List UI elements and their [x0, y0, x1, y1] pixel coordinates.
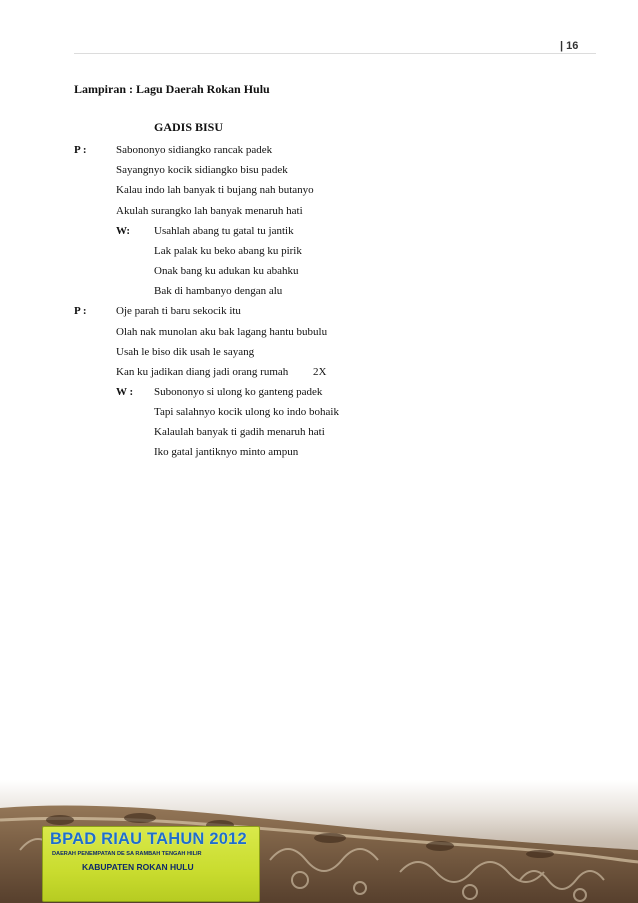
stanza-label-p2: P : — [74, 305, 87, 317]
stanza-label-w1: W: — [116, 225, 131, 237]
document-title: Lampiran : Lagu Daerah Rokan Hulu — [74, 82, 270, 96]
stanza-label-w2: W : — [116, 386, 134, 398]
page-number: | 16 — [560, 40, 579, 52]
lyric-line: Bak di hambanyo dengan alu — [154, 285, 283, 297]
banner-title: BPAD RIAU TAHUN 2012 — [50, 830, 247, 848]
lyric-line: Lak palak ku beko abang ku pirik — [154, 245, 302, 257]
lyric-line: Onak bang ku adukan ku abahku — [154, 265, 299, 277]
lyric-line: Iko gatal jantiknyo minto ampun — [154, 446, 299, 458]
lyric-line: Oje parah ti baru sekocik itu — [116, 305, 241, 317]
lyric-line: Olah nak munolan aku bak lagang hantu bubulu — [116, 326, 328, 338]
stanza-label-p1: P : — [74, 144, 87, 156]
footer-banner — [0, 780, 638, 903]
lyric-line: Sayangnyo kocik sidiangko bisu padek — [116, 164, 288, 176]
lyric-line: Sabononyo sidiangko rancak padek — [116, 144, 273, 156]
banner-subtitle: DAERAH PENEMPATAN DE SA RAMBAH TENGAH HILIR — [52, 851, 202, 857]
banner-regency: KABUPATEN ROKAN HULU — [82, 862, 194, 872]
lyric-line: Akulah surangko lah banyak menaruh hati — [116, 205, 303, 217]
lyric-line: Subononyo si ulong ko ganteng padek — [154, 386, 323, 398]
lyric-line: Kalau indo lah banyak ti bujang nah butanyo — [116, 184, 314, 196]
lyric-line: Kan ku jadikan diang jadi orang rumah — [116, 366, 289, 378]
song-title: GADIS BISU — [154, 120, 224, 134]
lyric-line: Kalaulah banyak ti gadih menaruh hati — [154, 426, 325, 438]
lyric-line: Tapi salahnyo kocik ulong ko indo bohaik — [154, 406, 339, 418]
repeat-mark: 2X — [313, 366, 327, 378]
lyric-line: Usahlah abang tu gatal tu jantik — [154, 225, 294, 237]
header-divider — [74, 53, 596, 54]
lyric-line: Usah le biso dik usah le sayang — [116, 346, 255, 358]
